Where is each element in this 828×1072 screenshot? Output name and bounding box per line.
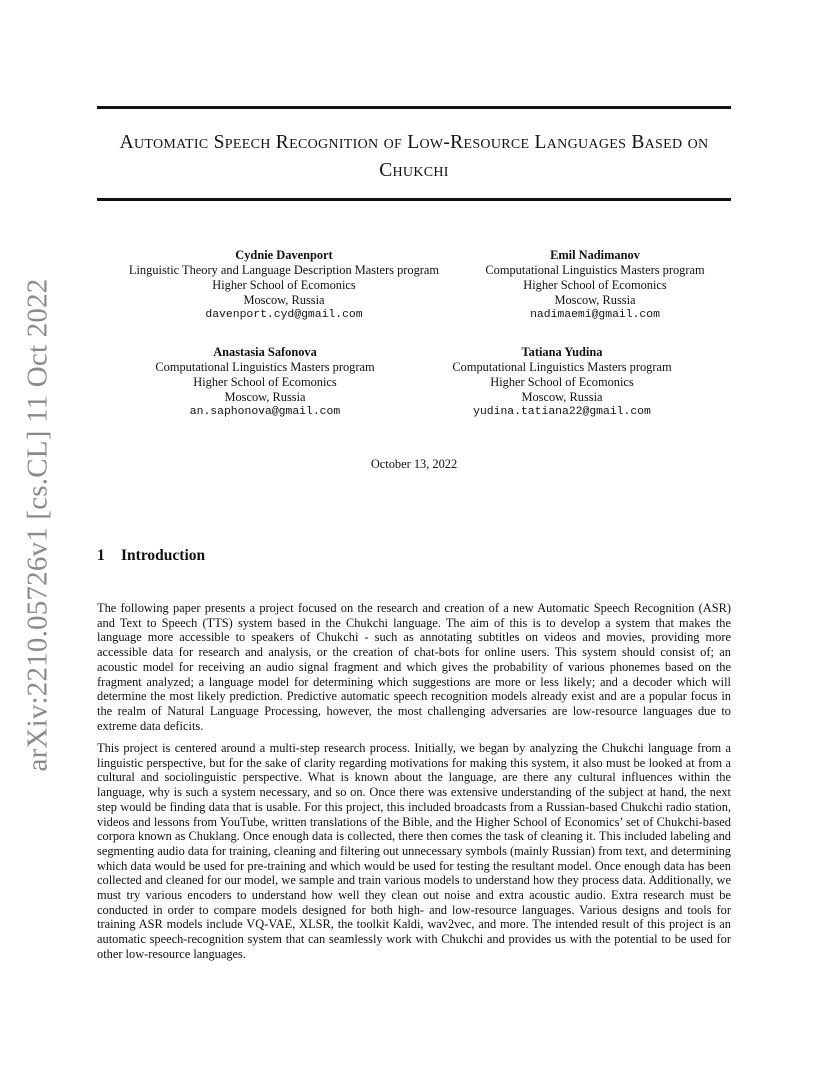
author-email: an.saphonova@gmail.com xyxy=(189,406,341,418)
section-title: Introduction xyxy=(121,547,206,564)
author-city: Moscow, Russia xyxy=(243,293,325,307)
author-program: Computational Linguistics Masters program xyxy=(155,360,375,374)
author-program: Computational Linguistics Masters program xyxy=(485,263,705,277)
author-block xyxy=(140,345,390,420)
author-program: Linguistic Theory and Language Description Masters program xyxy=(128,263,440,277)
author-email: yudina.tatiana22@gmail.com xyxy=(473,406,651,418)
paper-title: Automatic Speech Recognition of Low-Resource Languages Based on Chukchi xyxy=(119,132,709,181)
title-rule-bottom xyxy=(97,198,731,201)
author-name: Tatiana Yudina xyxy=(521,345,603,359)
arxiv-identifier: arXiv:2210.05726v1 [cs.CL] 11 Oct 2022 xyxy=(21,278,54,772)
author-school: Higher School of Ecomonics xyxy=(212,278,356,292)
author-email: nadimaemi@gmail.com xyxy=(530,309,660,321)
author-name: Emil Nadimanov xyxy=(550,248,640,262)
title-rule-top xyxy=(97,106,731,109)
author-program: Computational Linguistics Masters program xyxy=(452,360,672,374)
paper-date: October 13, 2022 xyxy=(370,457,458,471)
author-block xyxy=(112,248,456,323)
section-heading xyxy=(97,547,205,565)
author-city: Moscow, Russia xyxy=(224,390,306,404)
author-block xyxy=(437,345,687,420)
author-name: Cydnie Davenport xyxy=(235,248,333,262)
author-city: Moscow, Russia xyxy=(521,390,603,404)
author-school: Higher School of Ecomonics xyxy=(523,278,667,292)
author-email: davenport.cyd@gmail.com xyxy=(205,309,363,321)
author-name: Anastasia Safonova xyxy=(213,345,317,359)
author-city: Moscow, Russia xyxy=(554,293,636,307)
body-paragraph: This project is centered around a multi-step research process. Initially, we began by analyzing the Chukchi language from a linguistic perspective, but for the sake of clarity regarding motivations for making this system, it also must be looked at from a cultural and sociolinguistic perspective. What is known about the language, are there any cultural influences within the language, why is such a system necessary, and so on. Once there was extensive understanding of the subject at hand, the next step would be finding data that is usable. For this project, this included broadcasts from a Russian-based Chukchi radio station, videos and lessons from YouTube, written translations of the Bible, and the Higher School of Economics’ set of Chukchi-based corpora known as Chuklang. Once enough data is collected, there then comes the task of cleaning it. This included labeling and segmenting audio data for training, cleaning and filtering out unnecessary symbols (mainly Russian) from text, and determining which data would be used for pre-training and which would be used for testing the resultant model. Once enough data has been collected and cleaned for our model, we sample and train various models to understand how they process data. Additionally, we must try various encoders to understand how well they clean out noise and extra acoustic audio. Extra research must be conducted in order to compare models designed for both high- and low-resource languages. Various designs and tools for training ASR models include VQ-VAE, XLSR, the toolkit Kaldi, wav2vec, and more. The intended result of this project is an automatic speech-recognition system that can seamlessly work with Chukchi and provides us with the potential to be used for other low-resource languages. xyxy=(97,741,731,961)
body-paragraph: The following paper presents a project focused on the research and creation of a new Automatic Speech Recognition (ASR) and Text to Speech (TTS) system based in the Chukchi language. The aim of this is to develop a system that makes the language more accessible to speakers of Chukchi - such as annotating subtitles on videos and movies, providing more accessible data for research and analysis, or the creation of chat-bots for online users. This system should consist of; an acoustic model for receiving an audio signal fragment and which gives the probability of various phonemes based on the fragment analyzed; a language model for determining which suggestions are more or less likely; and a decoder which will determine the most likely prediction. Predictive automatic speech recognition models already exist and are a popular focus in the realm of Natural Language Processing, however, the most challenging adversaries are low-resource languages due to extreme data deficits. xyxy=(97,601,731,733)
author-block xyxy=(470,248,720,323)
section-number: 1 xyxy=(97,547,105,564)
author-school: Higher School of Ecomonics xyxy=(490,375,634,389)
author-school: Higher School of Ecomonics xyxy=(193,375,337,389)
